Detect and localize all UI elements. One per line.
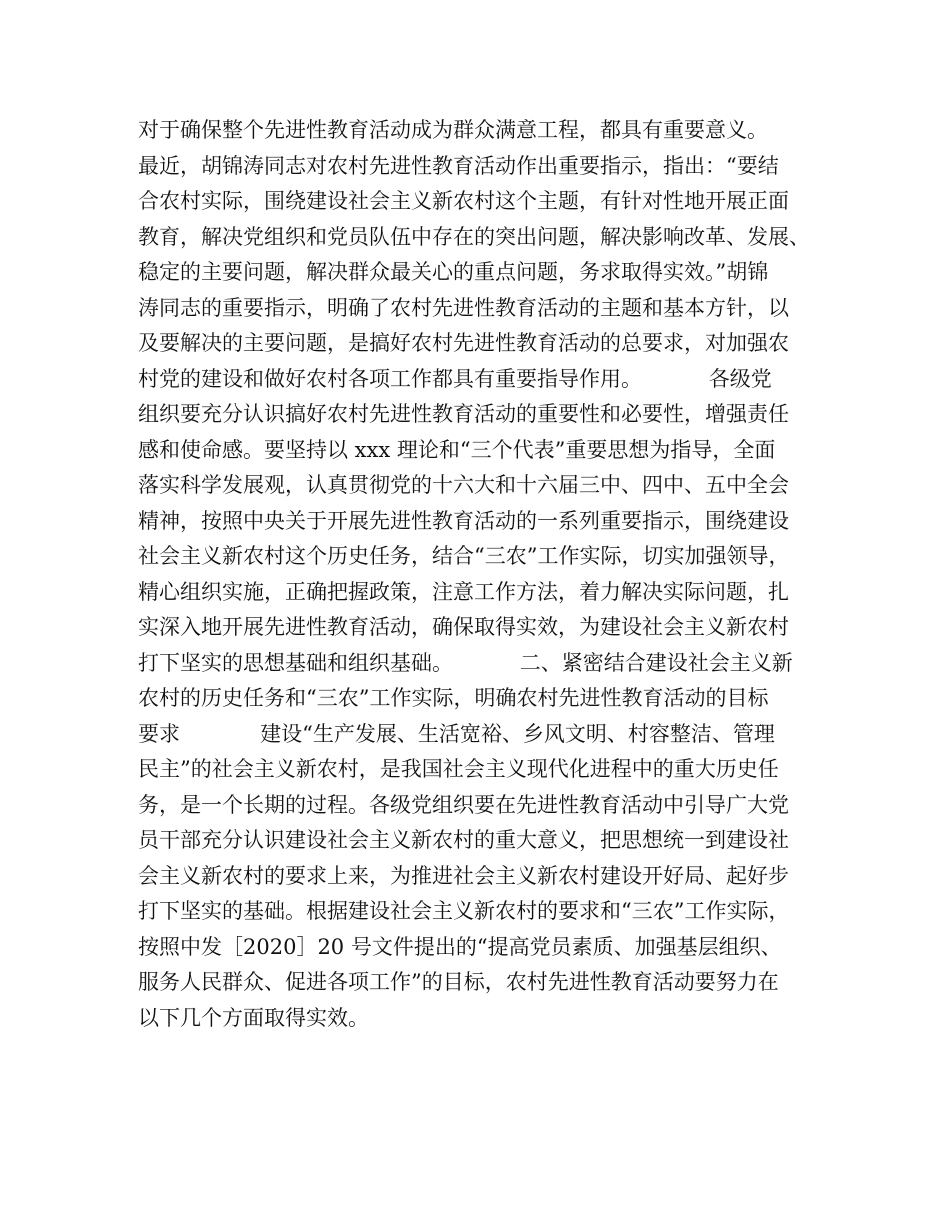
text-line: 社会主义新农村这个历史任务，结合“三农”工作实际，切实加强领导， (138, 544, 790, 568)
text-line: 对于确保整个先进性教育活动成为群众满意工程，都具有重要意义。 (138, 118, 768, 142)
text-line: 最近，胡锦涛同志对农村先进性教育活动作出重要指示，指出：“要结 (138, 153, 779, 178)
text-line: 精心组织实施，正确把握政策，注意工作方法，着力解决实际问题，扎 (138, 579, 789, 604)
document-body (138, 113, 828, 1036)
text-line: 精神，按照中央关于开展先进性教育活动的一系列重要指示，围绕建设 (138, 508, 789, 533)
text-line: 稳定的主要问题，解决群众最关心的重点问题，务求取得实效。”胡锦 (138, 260, 769, 284)
text-line: 打下坚实的思想基础和组织基础。 二、紧密结合建设社会主义新 (138, 650, 793, 675)
text-line: 员干部充分认识建设社会主义新农村的重大意义，把思想统一到建设社 (138, 828, 789, 852)
text-line: 务，是一个长期的过程。各级党组织要在先进性教育活动中引导广大党 (138, 792, 789, 817)
text-line: 合农村实际，围绕建设社会主义新农村这个主题，有针对性地开展正面 (138, 189, 789, 213)
text-line: 打下坚实的基础。根据建设社会主义新农村的要求和“三农”工作实际， (138, 899, 790, 923)
text-line: 组织要充分认识搞好农村先进性教育活动的重要性和必要性，增强责任 (138, 402, 789, 426)
text-line: 服务人民群众、促进各项工作”的目标，农村先进性教育活动要努力在 (138, 970, 779, 994)
text-line: 实深入地开展先进性教育活动，确保取得实效，为建设社会主义新农村 (138, 615, 789, 639)
text-line: 按照中发［2020］20 号文件提出的“提高党员素质、加强基层组织、 (138, 934, 782, 959)
text-line: 感和使命感。要坚持以 xxx 理论和“三个代表”重要思想为指导，全面 (138, 437, 776, 462)
text-line: 落实科学发展观，认真贯彻党的十六大和十六届三中、四中、五中全会 (138, 473, 789, 497)
text-line: 涛同志的重要指示，明确了农村先进性教育活动的主题和基本方针，以 (138, 295, 789, 320)
text-line: 以下几个方面取得实效。 (138, 1005, 369, 1030)
text-line: 村党的建设和做好农村各项工作都具有重要指导作用。 各级党 (138, 366, 772, 391)
text-line: 农村的历史任务和“三农”工作实际，明确农村先进性教育活动的目标 (138, 686, 769, 710)
text-line: 教育，解决党组织和党员队伍中存在的突出问题，解决影响改革、发展、 (138, 224, 810, 249)
text-line: 要求 建设“生产发展、生活宽裕、乡风文明、村容整洁、管理 (138, 721, 775, 746)
text-line: 及要解决的主要问题，是搞好农村先进性教育活动的总要求，对加强农 (138, 331, 789, 355)
text-line: 会主义新农村的要求上来，为推进社会主义新农村建设开好局、起好步 (138, 863, 789, 888)
text-line: 民主”的社会主义新农村，是我国社会主义现代化进程中的重大历史任 (138, 757, 779, 781)
